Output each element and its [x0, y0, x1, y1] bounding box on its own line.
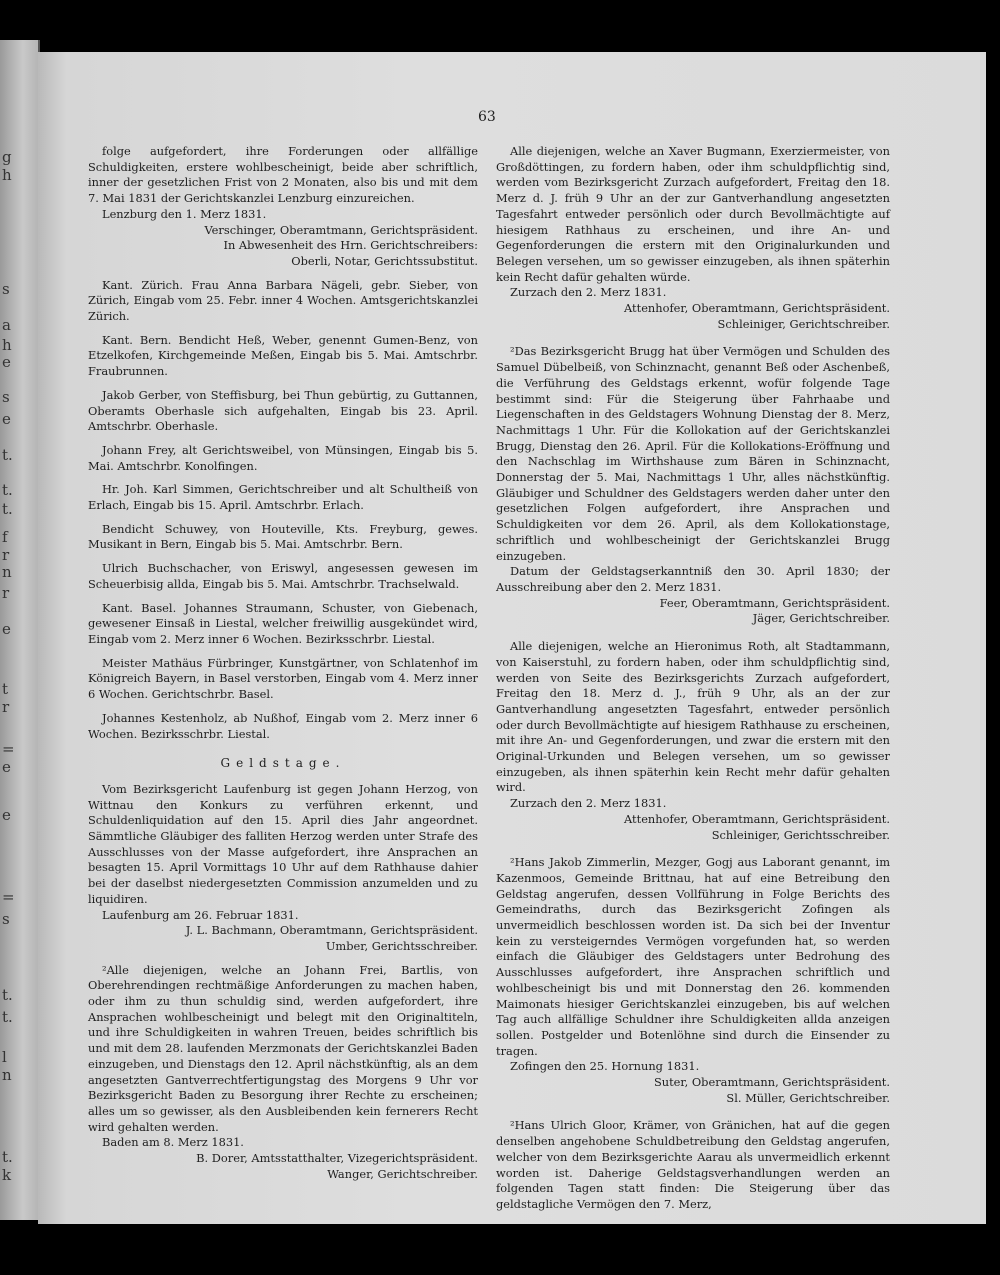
signature-line: Umber, Gerichtsschreiber.	[325, 938, 478, 953]
notice-paragraph: folge aufgefordert, ihre Forderungen oder allfällige Schuldigkeiten, erstere wohlbescheinigt, beide aber schriftlich, inner der gesetzlichen Frist von 2 Monaten, also bis und mit dem 7. Mai 1831 der Gerichtskanzlei Lenzburg einzureichen.	[88, 144, 478, 206]
margin-fragment: t.	[2, 986, 13, 1004]
margin-fragment: r	[2, 698, 10, 716]
signature-line: J. L. Bachmann, Oberamtmann, Gerichtspräsident.	[185, 923, 478, 938]
margin-fragment: e	[2, 353, 11, 371]
left-column	[88, 144, 478, 1182]
previous-page-edge	[0, 40, 40, 1220]
margin-fragment: s	[2, 910, 10, 928]
margin-fragment: a	[2, 316, 11, 334]
margin-fragment: g	[2, 148, 12, 166]
margin-fragment: t.	[2, 500, 13, 518]
notice-paragraph: Jakob Gerber, von Steffisburg, bei Thun gebürtig, zu Guttannen, Oberamts Oberhasle sich aufgehalten, Eingab bis 23. April. Amtschrbr. Oberhasle.	[88, 387, 478, 434]
margin-fragment: n	[2, 1066, 12, 1084]
spacer	[88, 703, 478, 711]
margin-fragment: l	[2, 1048, 7, 1066]
margin-fragment: k	[2, 1166, 12, 1184]
notice-paragraph: Kant. Zürich. Frau Anna Barbara Nägeli, gebr. Sieber, von Zürich, Eingab vom 25. Febr. inner 4 Wochen. Amtsgerichtskanzlei Zürich.	[88, 277, 478, 324]
signature-line: Schleiniger, Gerichtsschreiber.	[711, 827, 890, 842]
signature-line: Schleiniger, Gerichtschreiber.	[717, 316, 890, 331]
margin-fragment: s	[2, 388, 10, 406]
margin-fragment: t	[2, 680, 9, 698]
notice-paragraph: Laufenburg am 26. Februar 1831.	[102, 907, 299, 922]
spacer	[88, 648, 478, 656]
notice-paragraph: Lenzburg den 1. Merz 1831.	[102, 206, 267, 221]
signature-line: Oberli, Notar, Gerichtssubstitut.	[291, 253, 478, 268]
margin-fragment: t.	[2, 446, 13, 464]
notice-paragraph: Vom Bezirksgericht Laufenburg ist gegen Johann Herzog, von Wittnau den Konkurs zu verführen erkennt, und Schuldenliquidation auf den 15. April dies Jahr angeordnet. Sämmtliche Gläubiger des falliten Herzog werden unter Strafe des Ausschlusses von der Masse aufgefordert, ihre Ansprachen an besagten 15. April Vormittags 10 Uhr auf dem Rathhause dahier bei der daselbst niedergesetzten Commission anzumelden und zu liquidiren.	[88, 781, 478, 906]
notice-paragraph: Ulrich Buchschacher, von Eriswyl, angesessen gewesen im Scheuerbisig allda, Eingab bis 5. Mai. Amtschrbr. Trachselwald.	[88, 561, 478, 591]
margin-fragment: t.	[2, 1148, 13, 1166]
spacer	[496, 332, 890, 344]
margin-fragment: s	[2, 280, 10, 298]
margin-fragment: h	[2, 336, 12, 354]
notice-paragraph: ²Alle diejenigen, welche an Johann Frei, Bartlis, von Oberehrendingen rechtmäßige Anforderungen zu machen haben, oder ihm zu thun schuldig sind, werden aufgefordert, ihre Ansprachen wohlbescheinigt und belegt mit den Originaltiteln, und ihre Schuldigkeiten in wahren Treuen, beides schriftlich bis und mit dem 28. laufenden Merzmonats der Gerichtskanzlei Baden einzugeben, und Dienstags den 12. April nächstkünftig, als an dem angesetzten Gantverrechtfertigungstag des Morgens 9 Uhr vor Bezirksgericht Baden zu Besorgung ihrer Rechte zu erscheinen; alles um so gewisser, als den Ausbleibenden kein fernerers Recht wird gehalten werden.	[88, 962, 478, 1134]
spacer	[88, 553, 478, 561]
notice-paragraph: Alle diejenigen, welche an Xaver Bugmann, Exerziermeister, von Großdöttingen, zu fordern haben, oder ihm schuldpflichtig sind, werden vom Bezirksgericht Zurzach aufgefordert, Freitag den 18. Merz d. J. früh 9 Uhr an der zur Gantverhandlung angesetzten Tagesfahrt entweder persönlich oder durch Bevollmächtigte auf hiesigem Rathhaus zu erscheinen, und ihre An- und Gegenforderungen die erstern mit den Originalurkunden und Belegen versehen, um so gewisser einzugeben, als ihnen späterhin kein Recht dafür gehalten würde.	[496, 144, 890, 284]
margin-fragment: e	[2, 620, 11, 638]
margin-fragment: r	[2, 584, 10, 602]
margin-fragment: n	[2, 563, 12, 581]
margin-fragment: e	[2, 758, 11, 776]
margin-fragment: h	[2, 166, 12, 184]
notice-paragraph: ²Das Bezirksgericht Brugg hat über Vermögen und Schulden des Samuel Dübelbeiß, von Schinznacht, genannt Beß oder Aschenbeß, die Verführung des Geldstags erkennt, wofür folgende Tage bestimmt sind: Für die Steigerung über Fahrhaabe und Liegenschaften in des Geldstagers Wohnung Dienstag der 8. Merz, Nachmittags 1 Uhr. Für die Kollokation auf der Gerichtskanzlei Brugg, Dienstag den 26. April. Für die Kollokations-Eröffnung und den Nachschlag im Wirthshause zum Bären in Schinznacht, Donnerstag der 5. Mai, Nachmittags 1 Uhr, alles nächstkünftig. Gläubiger und Schuldner des Geldstagers werden daher unter den gesetzlichen Folgen aufgefordert, ihre Ansprachen und Schuldigkeiten vor dem 26. April, als dem Kollokationstage, schriftlich und wohlbescheinigt der Gerichtskanzlei Brugg einzugeben.	[496, 344, 890, 563]
notice-paragraph: Alle diejenigen, welche an Hieronimus Roth, alt Stadtammann, von Kaiserstuhl, zu fordern haben, oder ihm schuldpflichtig sind, werden von Seite des Bezirksgerichts Zurzach aufgefordert, Freitag den 18. Merz d. J., früh 9 Uhr, als an der zur Gantverhandlung angesetzten Tagesfahrt, entweder persönlich oder durch Bevollmächtigte auf hiesigem Rathhause zu erscheinen, mit ihre An- und Gegenforderungen, und zwar die erstern mit den Original-Urkunden und Belegen versehen, um so gewisser einzugeben, als ihnen späterhin kein Recht mehr dafür gehalten wird.	[496, 639, 890, 795]
spacer	[88, 474, 478, 482]
notice-paragraph: ²Hans Jakob Zimmerlin, Mezger, Gogj aus Laborant genannt, im Kazenmoos, Gemeinde Brittnau, hat auf eine Betreibung den Geldstag angerufen, dessen Vollführung in Folge Berichts des Gemeindraths, durch das Bezirksgericht Zofingen als unvermeidlich beschlossen worden ist. Da sich bei der Inventur kein zu versteigerndes Vermögen vorgefunden hat, so werden einfach die Gläubiger des Geldstagers unter Bedrohung des Ausschlusses aufgefordert, ihre Ansprachen schriftlich und wohlbescheinigt bis und mit Donnerstag den 26. kommenden Maimonats hiesiger Gerichtskanzlei einzugeben, bis auf welchen Tag auch allfällige Schuldner ihre Schuldigkeiten allda anzeigen sollen. Postgelder und Botenlöhne sind durch die Einsender zu tragen.	[496, 855, 890, 1058]
spacer	[88, 435, 478, 443]
notice-paragraph: Meister Mathäus Fürbringer, Kunstgärtner, von Schlatenhof im Königreich Bayern, in Basel verstorben, Eingab vom 4. Merz inner 6 Wochen. Gerichtschrbr. Basel.	[88, 655, 478, 702]
notice-paragraph: Zurzach den 2. Merz 1831.	[510, 285, 667, 300]
page-number: 63	[478, 109, 496, 125]
margin-fragment: t.	[2, 1008, 13, 1026]
spacer	[88, 593, 478, 601]
notice-paragraph: Kant. Bern. Bendicht Heß, Weber, genennt Gumen-Benz, von Etzelkofen, Kirchgemeinde Meßen, Eingab bis 5. Mai. Amtschrbr. Fraubrunnen.	[88, 332, 478, 379]
signature-line: Attenhofer, Oberamtmann, Gerichtspräsident.	[624, 811, 890, 826]
spacer	[496, 627, 890, 639]
margin-fragment: t.	[2, 481, 13, 499]
notice-paragraph: Bendicht Schuwey, von Houteville, Kts. Freyburg, gewes. Musikant in Bern, Eingab bis 5. Mai. Amtschrbr. Bern.	[88, 521, 478, 552]
notice-paragraph: ²Hans Ulrich Gloor, Krämer, von Gränichen, hat auf die gegen denselben angehobene Schuldbetreibung den Geldstag angerufen, welcher von dem Bezirksgerichte Aarau als unvermeidlich erkennt worden ist. Daherige Geldstagsverhandlungen werden an folgenden Tagen statt finden: Die Steigerung über das geldstagliche Vermögen den 7. Merz,	[496, 1118, 890, 1211]
signature-line: Sl. Müller, Gerichtschreiber.	[726, 1090, 890, 1105]
notice-paragraph: Baden am 8. Merz 1831.	[102, 1135, 244, 1150]
spacer	[496, 1106, 890, 1118]
margin-fragment: e	[2, 410, 11, 428]
spacer	[88, 270, 478, 278]
margin-fragment: e	[2, 806, 11, 824]
margin-fragment: r	[2, 546, 10, 564]
margin-fragment: =	[2, 888, 15, 906]
notice-paragraph: Zofingen den 25. Hornung 1831.	[510, 1059, 700, 1074]
spacer	[88, 325, 478, 333]
signature-line: Wanger, Gerichtschreiber.	[327, 1166, 478, 1181]
spacer	[88, 514, 478, 522]
section-heading: Geldstage.	[220, 756, 346, 771]
signature-line: In Abwesenheit des Hrn. Gerichtschreibers:	[223, 238, 478, 253]
newspaper-page	[38, 52, 986, 1224]
notice-paragraph: Johannes Kestenholz, ab Nußhof, Eingab vom 2. Merz inner 6 Wochen. Bezirksschrbr. Liestal.	[88, 710, 478, 741]
notice-paragraph: Johann Frey, alt Gerichtsweibel, von Münsingen, Eingab bis 5. Mai. Amtschrbr. Konolfingen.	[88, 442, 478, 473]
signature-line: B. Dorer, Amtsstatthalter, Vizegerichtspräsident.	[196, 1151, 478, 1166]
signature-line: Jäger, Gerichtschreiber.	[752, 611, 890, 626]
spacer	[496, 843, 890, 855]
margin-fragment: =	[2, 740, 15, 758]
spacer	[88, 955, 478, 963]
right-column	[496, 144, 890, 1213]
notice-paragraph: Kant. Basel. Johannes Straumann, Schuster, von Giebenach, gewesener Einsaß in Liestal, welcher freiwillig ausgekündet wird, Eingab vom 2. Merz inner 6 Wochen. Bezirksschrbr. Liestal.	[88, 600, 478, 646]
signature-line: Attenhofer, Oberamtmann, Gerichtspräsident.	[624, 301, 890, 316]
margin-fragment: f	[2, 528, 8, 546]
notice-paragraph: Hr. Joh. Karl Simmen, Gerichtschreiber und alt Schultheiß von Erlach, Eingab bis 15. April. Amtschrbr. Erlach.	[88, 482, 478, 513]
signature-line: Verschinger, Oberamtmann, Gerichtspräsident.	[204, 222, 478, 237]
spacer	[88, 380, 478, 388]
notice-paragraph: Zurzach den 2. Merz 1831.	[510, 796, 667, 811]
signature-line: Suter, Oberamtmann, Gerichtspräsident.	[653, 1075, 890, 1090]
signature-line: Feer, Oberamtmann, Gerichtspräsident.	[659, 595, 890, 610]
notice-paragraph: Datum der Geldstagserkanntniß den 30. April 1830; der Ausschreibung aber den 2. Merz 1831.	[496, 564, 890, 594]
